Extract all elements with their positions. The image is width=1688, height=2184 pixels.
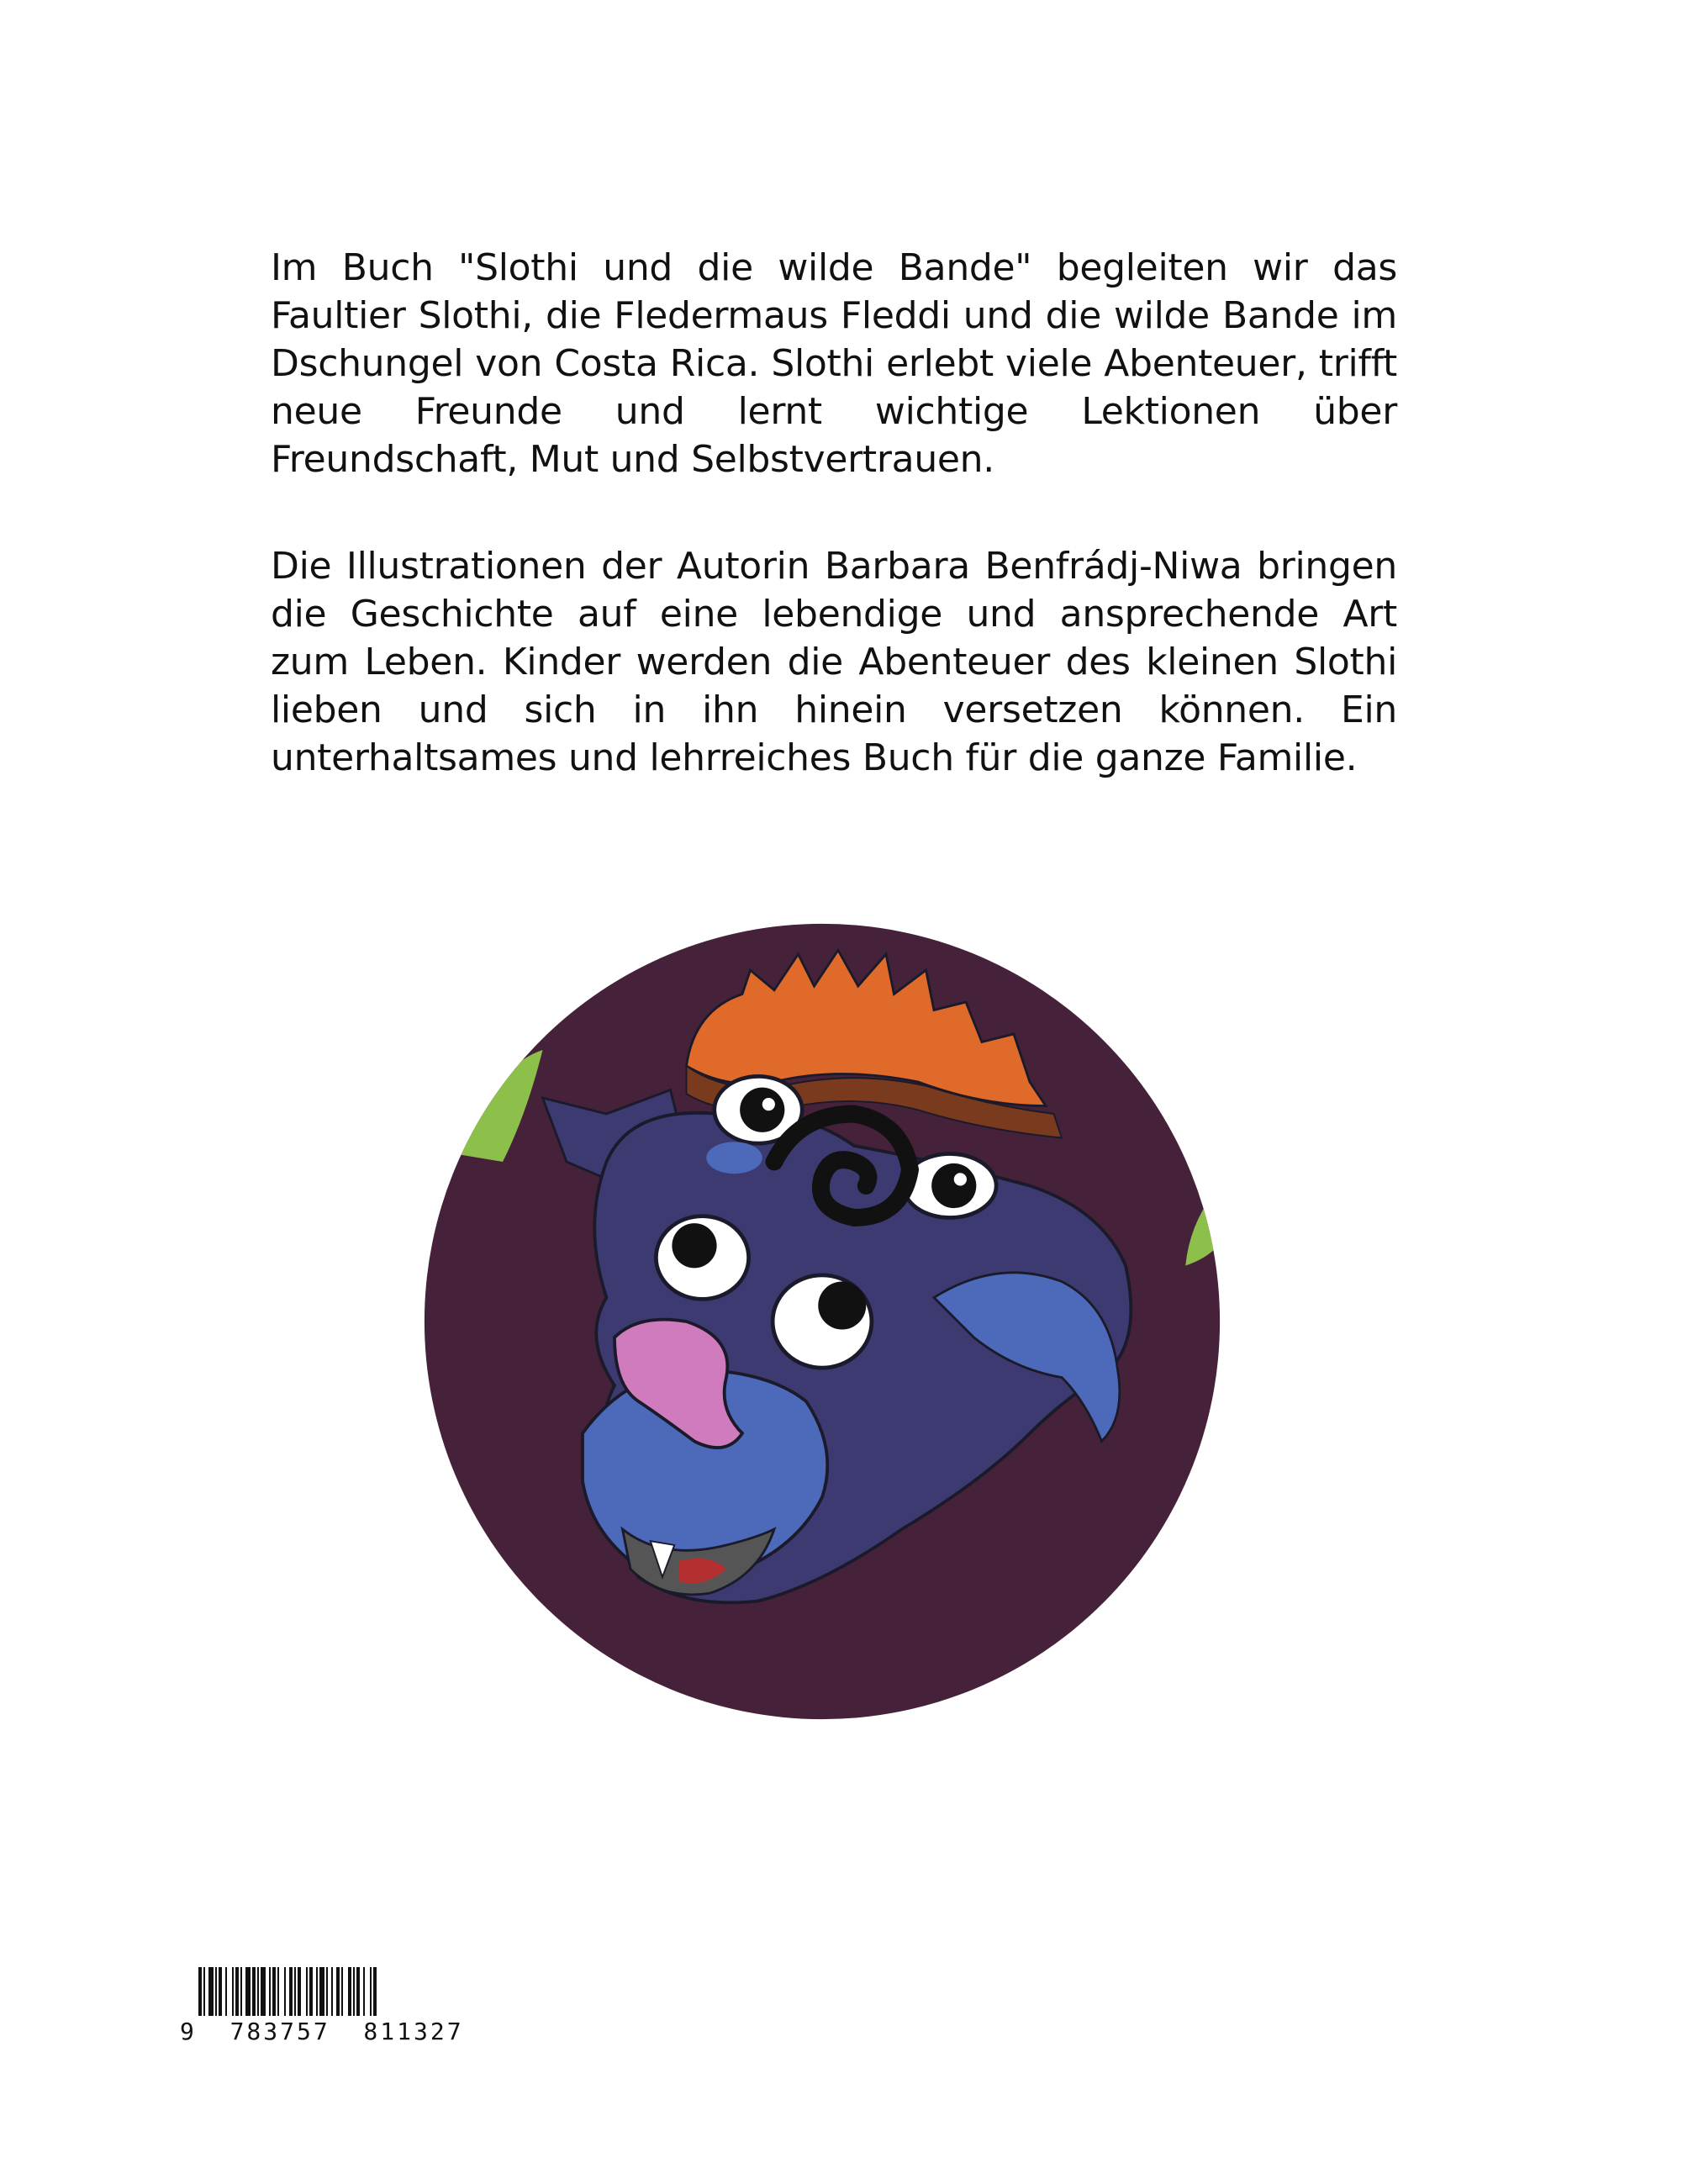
barcode-bar	[269, 1967, 271, 2016]
barcode-bar	[272, 1967, 276, 2016]
barcode-bar	[277, 1967, 279, 2016]
cheek-patch	[706, 1142, 762, 1174]
barcode-bar	[336, 1967, 340, 2016]
paragraph-text: Im Buch "Slothi und die wilde Bande" begleiten wir das Faultier Slothi, die Fledermaus Fleddi und die wilde Bande im Dschungel von Costa Rica. Slothi erlebt viele Abenteuer, trifft neue Freunde und lernt wichtige Lektionen über Freundschaft, Mut und Selbstvertrauen.	[271, 246, 1397, 481]
barcode-bar	[240, 1967, 242, 2016]
description-paragraph-2	[271, 542, 1397, 782]
barcode-bar	[203, 1967, 205, 2016]
barcode-bar	[353, 1967, 355, 2016]
barcode-bar	[289, 1967, 293, 2016]
barcode-bar	[284, 1967, 286, 2016]
barcode-bar	[319, 1967, 324, 2016]
description-paragraph-1	[271, 244, 1397, 483]
barcode-bar	[309, 1967, 313, 2016]
barcode-bar	[235, 1967, 239, 2016]
barcode-bar	[306, 1967, 308, 2016]
barcode-bar	[232, 1967, 234, 2016]
paragraph-text: Die Illustrationen der Autorin Barbara Benfrádj-Niwa bringen die Geschichte auf eine lebendige und ansprechende Art zum Leben. Kinder werden die Abenteuer des kleinen Slothi lieben und sich in ihn hinein versetzen können. Ein unterhaltsames und lehrreiches Buch für die ganze Familie.	[271, 545, 1397, 779]
barcode-bar	[331, 1967, 333, 2016]
barcode-bar	[245, 1967, 251, 2016]
barcode-bar	[341, 1967, 343, 2016]
barcode-bar	[370, 1967, 372, 2016]
barcode-bar	[326, 1967, 328, 2016]
barcode-bar	[363, 1967, 365, 2016]
isbn-barcode-digits: 9 783757 811327	[180, 2018, 464, 2045]
bat-character-illustration	[423, 922, 1221, 1721]
barcode-bar	[208, 1967, 214, 2016]
barcode-bar	[294, 1967, 296, 2016]
barcode-bar	[225, 1967, 227, 2016]
barcode-bar	[261, 1967, 266, 2016]
barcode-bar	[356, 1967, 360, 2016]
barcode-bar	[215, 1967, 217, 2016]
barcode-bar	[252, 1967, 256, 2016]
barcode-bar	[298, 1967, 301, 2016]
barcode-bar	[198, 1967, 202, 2016]
barcode-bar	[316, 1967, 318, 2016]
barcode-bar	[257, 1967, 259, 2016]
barcode-bar	[219, 1967, 222, 2016]
barcode-bar	[348, 1967, 351, 2016]
barcode-bar	[373, 1967, 377, 2016]
